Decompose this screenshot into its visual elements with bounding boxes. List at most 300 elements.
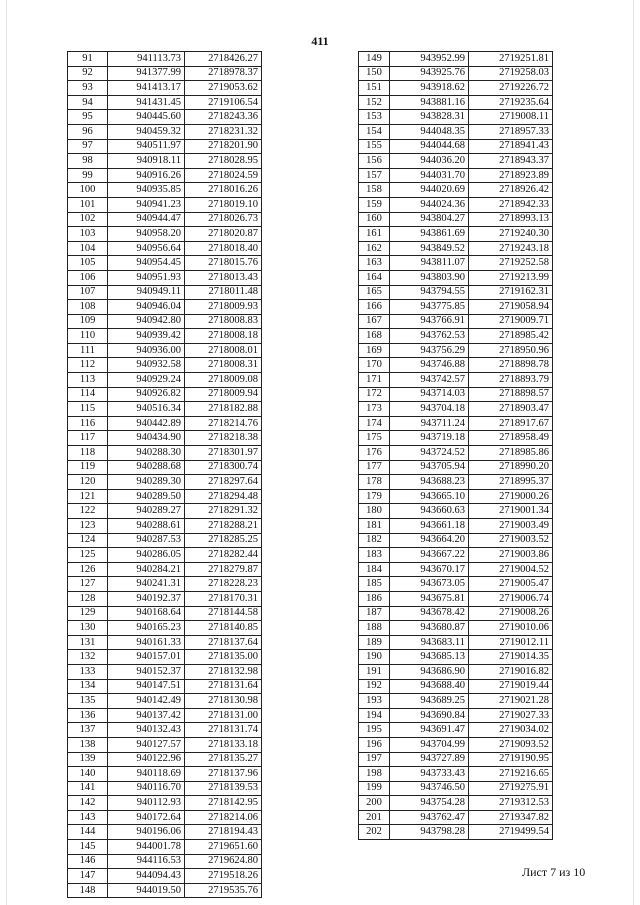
point-number: 120	[68, 475, 108, 490]
coordinate-y: 2719010.06	[469, 621, 553, 636]
point-number: 111	[68, 343, 108, 358]
point-number: 151	[359, 81, 390, 96]
coordinate-y: 2718020.87	[185, 227, 262, 242]
point-number: 101	[68, 197, 108, 212]
coordinate-y: 2718130.98	[185, 694, 262, 709]
point-number: 125	[68, 548, 108, 563]
coordinate-x: 940157.01	[108, 650, 185, 665]
point-number: 130	[68, 621, 108, 636]
table-row	[68, 314, 262, 329]
point-number: 103	[68, 227, 108, 242]
point-number: 113	[68, 373, 108, 388]
table-row	[68, 825, 262, 840]
table-row	[359, 810, 553, 825]
coordinate-x: 940949.11	[108, 285, 185, 300]
coordinate-y: 2719235.64	[469, 95, 553, 110]
coordinate-x: 944044.68	[390, 139, 469, 154]
point-number: 166	[359, 300, 390, 315]
coordinate-x: 943678.42	[390, 606, 469, 621]
coordinate-x: 943665.10	[390, 489, 469, 504]
coordinate-x: 940954.45	[108, 256, 185, 271]
coordinate-x: 943762.53	[390, 329, 469, 344]
coordinate-y: 2719005.47	[469, 577, 553, 592]
table-row	[359, 183, 553, 198]
coordinate-y: 2719213.99	[469, 270, 553, 285]
point-number: 131	[68, 635, 108, 650]
point-number: 94	[68, 95, 108, 110]
coordinate-x: 943704.18	[390, 402, 469, 417]
point-number: 190	[359, 650, 390, 665]
point-number: 139	[68, 752, 108, 767]
table-row	[359, 737, 553, 752]
point-number: 201	[359, 810, 390, 825]
table-row	[359, 241, 553, 256]
coordinate-x: 940958.20	[108, 227, 185, 242]
point-number: 91	[68, 52, 108, 67]
coordinate-x: 943754.28	[390, 796, 469, 811]
coordinate-y: 2718194.43	[185, 825, 262, 840]
coordinate-x: 943918.62	[390, 81, 469, 96]
table-row	[68, 139, 262, 154]
coordinate-y: 2718013.43	[185, 270, 262, 285]
table-row	[68, 431, 262, 446]
coordinate-y: 2719252.58	[469, 256, 553, 271]
coordinate-x: 943685.13	[390, 650, 469, 665]
point-number: 121	[68, 489, 108, 504]
point-number: 132	[68, 650, 108, 665]
coordinate-x: 940289.27	[108, 504, 185, 519]
coordinate-x: 943746.88	[390, 358, 469, 373]
point-number: 124	[68, 533, 108, 548]
coordinate-y: 2718028.95	[185, 154, 262, 169]
coordinate-x: 940956.64	[108, 241, 185, 256]
point-number: 100	[68, 183, 108, 198]
coordinate-x: 943675.81	[390, 591, 469, 606]
table-row	[359, 168, 553, 183]
coordinate-y: 2718426.27	[185, 52, 262, 67]
coordinate-y: 2718282.44	[185, 548, 262, 563]
table-row	[68, 95, 262, 110]
point-number: 156	[359, 154, 390, 169]
point-number: 108	[68, 300, 108, 315]
table-row	[68, 504, 262, 519]
point-number: 186	[359, 591, 390, 606]
table-row	[68, 329, 262, 344]
table-row	[359, 694, 553, 709]
coordinate-y: 2719258.03	[469, 66, 553, 81]
coordinate-x: 940288.30	[108, 446, 185, 461]
coordinate-x: 940941.23	[108, 197, 185, 212]
table-row	[68, 197, 262, 212]
coordinate-x: 940137.42	[108, 708, 185, 723]
point-number: 137	[68, 723, 108, 738]
coordinate-x: 943705.94	[390, 460, 469, 475]
point-number: 129	[68, 606, 108, 621]
point-number: 198	[359, 767, 390, 782]
coordinate-y: 2718923.89	[469, 168, 553, 183]
point-number: 162	[359, 241, 390, 256]
point-number: 159	[359, 197, 390, 212]
sheet-label: Лист 7 из 10	[522, 865, 586, 879]
coordinate-y: 2719000.26	[469, 489, 553, 504]
table-row	[68, 577, 262, 592]
coordinate-y: 2718898.78	[469, 358, 553, 373]
coordinate-x: 943686.90	[390, 664, 469, 679]
table-row	[68, 387, 262, 402]
point-number: 177	[359, 460, 390, 475]
coordinate-x: 943794.55	[390, 285, 469, 300]
table-row	[359, 796, 553, 811]
coordinate-y: 2718009.94	[185, 387, 262, 402]
table-row	[359, 343, 553, 358]
coordinate-x: 943849.52	[390, 241, 469, 256]
table-row	[359, 460, 553, 475]
coordinate-y: 2719624.80	[185, 854, 262, 869]
table-row	[68, 300, 262, 315]
coordinate-y: 2719216.65	[469, 767, 553, 782]
table-row	[68, 124, 262, 139]
table-row	[359, 708, 553, 723]
coordinate-y: 2718291.32	[185, 504, 262, 519]
coordinate-y: 2718893.79	[469, 373, 553, 388]
table-row	[68, 66, 262, 81]
coordinate-x: 943828.31	[390, 110, 469, 125]
point-number: 106	[68, 270, 108, 285]
coordinate-x: 940442.89	[108, 416, 185, 431]
coordinate-y: 2719016.82	[469, 664, 553, 679]
coordinate-x: 943660.63	[390, 504, 469, 519]
coordinate-x: 943811.07	[390, 256, 469, 271]
coordinate-y: 2718182.88	[185, 402, 262, 417]
point-number: 128	[68, 591, 108, 606]
table-row	[68, 460, 262, 475]
coordinate-x: 940112.93	[108, 796, 185, 811]
coordinate-y: 2718942.33	[469, 197, 553, 212]
coordinate-y: 2718008.18	[185, 329, 262, 344]
coordinate-y: 2718300.74	[185, 460, 262, 475]
coordinate-y: 2718917.67	[469, 416, 553, 431]
table-row	[68, 110, 262, 125]
coordinate-y: 2718170.31	[185, 591, 262, 606]
coordinate-y: 2718137.96	[185, 767, 262, 782]
coordinate-x: 943711.24	[390, 416, 469, 431]
coordinate-x: 943775.85	[390, 300, 469, 315]
coordinate-y: 2719162.31	[469, 285, 553, 300]
coordinate-y: 2718008.83	[185, 314, 262, 329]
table-row	[68, 737, 262, 752]
table-row	[359, 504, 553, 519]
coordinate-y: 2718214.06	[185, 810, 262, 825]
table-row	[359, 664, 553, 679]
point-number: 181	[359, 519, 390, 534]
table-row	[68, 533, 262, 548]
point-number: 126	[68, 562, 108, 577]
coordinate-y: 2718285.25	[185, 533, 262, 548]
coordinate-x: 940132.43	[108, 723, 185, 738]
table-row	[359, 314, 553, 329]
coordinate-y: 2718279.87	[185, 562, 262, 577]
coordinate-x: 941377.99	[108, 66, 185, 81]
coordinate-x: 940286.05	[108, 548, 185, 563]
coordinate-y: 2718218.38	[185, 431, 262, 446]
coordinate-y: 2719106.54	[185, 95, 262, 110]
point-number: 175	[359, 431, 390, 446]
coordinate-x: 940287.53	[108, 533, 185, 548]
table-row	[359, 416, 553, 431]
coordinate-y: 2719003.49	[469, 519, 553, 534]
point-number: 200	[359, 796, 390, 811]
coordinate-y: 2718137.64	[185, 635, 262, 650]
coordinate-y: 2718957.33	[469, 124, 553, 139]
table-row	[68, 621, 262, 636]
table-row	[359, 387, 553, 402]
page-number: 411	[311, 34, 329, 48]
coordinate-x: 944048.35	[390, 124, 469, 139]
coordinate-y: 2719004.52	[469, 562, 553, 577]
point-number: 168	[359, 329, 390, 344]
coordinate-y: 2718993.13	[469, 212, 553, 227]
table-row	[68, 343, 262, 358]
coordinate-y: 2718140.85	[185, 621, 262, 636]
point-number: 118	[68, 446, 108, 461]
coordinate-y: 2719499.54	[469, 825, 553, 840]
coordinate-x: 943661.18	[390, 519, 469, 534]
point-number: 180	[359, 504, 390, 519]
coordinates-table-right	[358, 51, 553, 840]
point-number: 112	[68, 358, 108, 373]
point-number: 167	[359, 314, 390, 329]
table-row	[359, 329, 553, 344]
table-row	[68, 548, 262, 563]
point-number: 97	[68, 139, 108, 154]
coordinate-x: 943690.84	[390, 708, 469, 723]
point-number: 110	[68, 329, 108, 344]
point-number: 145	[68, 840, 108, 855]
coordinate-y: 2718958.49	[469, 431, 553, 446]
table-row	[68, 606, 262, 621]
coordinate-y: 2719012.11	[469, 635, 553, 650]
coordinate-y: 2718301.97	[185, 446, 262, 461]
point-number: 176	[359, 446, 390, 461]
coordinate-y: 2718228.23	[185, 577, 262, 592]
coordinate-y: 2718941.43	[469, 139, 553, 154]
coordinate-x: 944020.69	[390, 183, 469, 198]
coordinate-x: 940116.70	[108, 781, 185, 796]
coordinate-x: 940142.49	[108, 694, 185, 709]
table-row	[68, 840, 262, 855]
point-number: 164	[359, 270, 390, 285]
coordinate-x: 944036.20	[390, 154, 469, 169]
point-number: 140	[68, 767, 108, 782]
coordinate-y: 2718008.01	[185, 343, 262, 358]
coordinate-x: 943804.27	[390, 212, 469, 227]
point-number: 194	[359, 708, 390, 723]
point-number: 143	[68, 810, 108, 825]
table-row	[68, 373, 262, 388]
coordinate-y: 2719190.95	[469, 752, 553, 767]
table-row	[359, 66, 553, 81]
table-row	[359, 139, 553, 154]
point-number: 179	[359, 489, 390, 504]
coordinate-y: 2718016.26	[185, 183, 262, 198]
coordinate-y: 2718009.93	[185, 300, 262, 315]
table-row	[68, 270, 262, 285]
table-row	[68, 475, 262, 490]
point-number: 197	[359, 752, 390, 767]
point-number: 169	[359, 343, 390, 358]
coordinate-y: 2718008.31	[185, 358, 262, 373]
coordinate-x: 941113.73	[108, 52, 185, 67]
coordinate-x: 940926.82	[108, 387, 185, 402]
table-row	[68, 781, 262, 796]
table-row	[359, 635, 553, 650]
table-row	[359, 124, 553, 139]
coordinate-y: 2719053.62	[185, 81, 262, 96]
table-row	[359, 300, 553, 315]
point-number: 141	[68, 781, 108, 796]
table-row	[68, 154, 262, 169]
table-row	[359, 825, 553, 840]
point-number: 165	[359, 285, 390, 300]
point-number: 142	[68, 796, 108, 811]
table-row	[68, 591, 262, 606]
coordinate-x: 940241.31	[108, 577, 185, 592]
point-number: 172	[359, 387, 390, 402]
table-row	[359, 606, 553, 621]
coordinate-y: 2719347.82	[469, 810, 553, 825]
table-row	[359, 256, 553, 271]
coordinate-x: 940951.93	[108, 270, 185, 285]
coordinate-x: 943742.57	[390, 373, 469, 388]
table-row	[68, 810, 262, 825]
point-number: 173	[359, 402, 390, 417]
coordinate-y: 2718288.21	[185, 519, 262, 534]
point-number: 135	[68, 694, 108, 709]
point-number: 144	[68, 825, 108, 840]
table-row	[359, 95, 553, 110]
coordinate-y: 2718201.90	[185, 139, 262, 154]
point-number: 119	[68, 460, 108, 475]
coordinate-y: 2719518.26	[185, 869, 262, 884]
table-row	[68, 854, 262, 869]
table-row	[68, 256, 262, 271]
point-number: 170	[359, 358, 390, 373]
coordinate-x: 940946.04	[108, 300, 185, 315]
coordinate-y: 2718131.00	[185, 708, 262, 723]
point-number: 123	[68, 519, 108, 534]
coordinate-x: 944094.43	[108, 869, 185, 884]
coordinate-y: 2718135.27	[185, 752, 262, 767]
coordinates-table-left	[67, 51, 262, 898]
point-number: 115	[68, 402, 108, 417]
coordinate-y: 2719021.28	[469, 694, 553, 709]
coordinate-y: 2719058.94	[469, 300, 553, 315]
point-number: 183	[359, 548, 390, 563]
table-row	[359, 752, 553, 767]
coordinate-y: 2718139.53	[185, 781, 262, 796]
table-row	[68, 519, 262, 534]
coordinate-y: 2719001.34	[469, 504, 553, 519]
coordinate-y: 2719014.35	[469, 650, 553, 665]
table-row	[68, 358, 262, 373]
coordinate-y: 2718133.18	[185, 737, 262, 752]
table-row	[68, 489, 262, 504]
coordinate-y: 2719243.18	[469, 241, 553, 256]
coordinate-y: 2718019.10	[185, 197, 262, 212]
table-row	[359, 270, 553, 285]
coordinate-x: 940284.21	[108, 562, 185, 577]
coordinate-y: 2718009.08	[185, 373, 262, 388]
coordinate-y: 2719009.71	[469, 314, 553, 329]
coordinate-x: 940288.61	[108, 519, 185, 534]
coordinate-y: 2719003.86	[469, 548, 553, 563]
point-number: 152	[359, 95, 390, 110]
point-number: 199	[359, 781, 390, 796]
table-row	[68, 212, 262, 227]
table-row	[68, 227, 262, 242]
coordinate-x: 943719.18	[390, 431, 469, 446]
point-number: 98	[68, 154, 108, 169]
table-row	[359, 110, 553, 125]
point-number: 150	[359, 66, 390, 81]
point-number: 157	[359, 168, 390, 183]
table-row	[359, 781, 553, 796]
coordinate-x: 940192.37	[108, 591, 185, 606]
coordinate-x: 943714.03	[390, 387, 469, 402]
table-row	[68, 723, 262, 738]
table-row	[68, 446, 262, 461]
coordinate-x: 943766.91	[390, 314, 469, 329]
coordinate-x: 940122.96	[108, 752, 185, 767]
coordinate-x: 943861.69	[390, 227, 469, 242]
coordinate-x: 940147.51	[108, 679, 185, 694]
coordinate-x: 943689.25	[390, 694, 469, 709]
coordinate-y: 2719003.52	[469, 533, 553, 548]
coordinate-x: 940932.58	[108, 358, 185, 373]
table-row	[359, 373, 553, 388]
point-number: 109	[68, 314, 108, 329]
coordinate-x: 940944.47	[108, 212, 185, 227]
coordinate-x: 944024.36	[390, 197, 469, 212]
coordinate-y: 2719027.33	[469, 708, 553, 723]
point-number: 178	[359, 475, 390, 490]
table-row	[359, 285, 553, 300]
table-row	[68, 81, 262, 96]
coordinate-y: 2719226.72	[469, 81, 553, 96]
coordinate-y: 2718142.95	[185, 796, 262, 811]
coordinate-x: 940289.30	[108, 475, 185, 490]
point-number: 122	[68, 504, 108, 519]
coordinate-x: 943925.76	[390, 66, 469, 81]
table-row	[68, 650, 262, 665]
coordinate-y: 2718131.64	[185, 679, 262, 694]
coordinate-y: 2718990.20	[469, 460, 553, 475]
point-number: 107	[68, 285, 108, 300]
coordinate-x: 943683.11	[390, 635, 469, 650]
table-row	[68, 869, 262, 884]
coordinate-x: 940165.23	[108, 621, 185, 636]
coordinate-x: 943667.22	[390, 548, 469, 563]
coordinate-y: 2718243.36	[185, 110, 262, 125]
coordinate-x: 943756.29	[390, 343, 469, 358]
point-number: 134	[68, 679, 108, 694]
table-row	[359, 431, 553, 446]
table-row	[68, 664, 262, 679]
coordinate-x: 940929.24	[108, 373, 185, 388]
coordinate-y: 2718135.00	[185, 650, 262, 665]
point-number: 189	[359, 635, 390, 650]
point-number: 99	[68, 168, 108, 183]
